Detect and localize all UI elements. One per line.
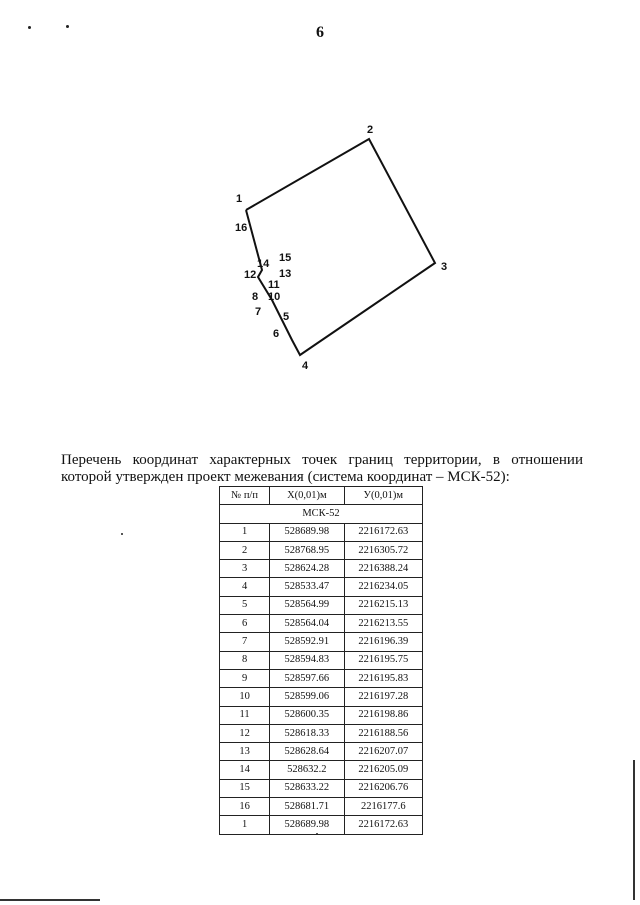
boundary-plan [0,0,640,420]
cell-y: 2216234.05 [344,578,422,596]
cell-number: 1 [220,816,270,834]
cell-number: 14 [220,761,270,779]
cell-y: 2216188.56 [344,724,422,742]
point-label-11: 11 [268,279,280,291]
cell-number: 7 [220,633,270,651]
cell-number: 9 [220,669,270,687]
page-number: 6 [316,24,324,41]
table-row [220,669,423,687]
cell-y: 2216215.13 [344,596,422,614]
cell-y: 2216205.09 [344,761,422,779]
cell-x: 528633.22 [270,779,344,797]
cell-y: 2216198.86 [344,706,422,724]
cell-y: 2216172.63 [344,816,422,834]
cell-x: 528564.99 [270,596,344,614]
cell-y: 2216195.75 [344,651,422,669]
coordinate-system: МСК-52 [220,505,423,523]
table-row [220,615,423,633]
cell-x: 528594.83 [270,651,344,669]
table-row [220,798,423,816]
table-row [220,541,423,559]
cell-number: 4 [220,578,270,596]
table-row [220,560,423,578]
table-row [220,523,423,541]
cell-number: 8 [220,651,270,669]
cell-y: 2216207.07 [344,743,422,761]
point-label-15: 15 [279,252,292,264]
scan-speck [121,533,123,535]
table-row [220,688,423,706]
table-header-row [220,487,423,505]
cell-number: 12 [220,724,270,742]
point-label-8: 8 [252,291,259,303]
cell-y: 2216206.76 [344,779,422,797]
cell-x: 528689.98 [270,523,344,541]
cell-x: 528624.28 [270,560,344,578]
cell-number: 3 [220,560,270,578]
cell-number: 2 [220,541,270,559]
point-label-4: 4 [302,360,309,372]
cell-x: 528564.04 [270,615,344,633]
point-label-7: 7 [255,306,262,318]
cell-number: 5 [220,596,270,614]
cell-number: 10 [220,688,270,706]
scan-edge-line [0,899,100,901]
cell-y: 2216172.63 [344,523,422,541]
cell-y: 2216196.39 [344,633,422,651]
table-row [220,596,423,614]
header-x: X(0,01)м [270,487,344,505]
point-label-1: 1 [236,193,243,205]
point-label-10: 10 [268,291,281,303]
cell-y: 2216388.24 [344,560,422,578]
cell-x: 528628.64 [270,743,344,761]
table-row [220,779,423,797]
cell-y: 2216195.83 [344,669,422,687]
point-label-3: 3 [441,261,448,273]
point-label-2: 2 [367,124,374,136]
scan-edge-line [633,760,635,900]
cell-y: 2216177.6 [344,798,422,816]
cell-x: 528618.33 [270,724,344,742]
point-label-12: 12 [244,269,257,281]
cell-x: 528632.2 [270,761,344,779]
cell-y: 2216305.72 [344,541,422,559]
coordinates-table [219,486,423,835]
table-row [220,633,423,651]
point-label-6: 6 [273,328,280,340]
cell-number: 1 [220,523,270,541]
cell-x: 528689.98 [270,816,344,834]
cell-x: 528599.06 [270,688,344,706]
cell-x: 528533.47 [270,578,344,596]
table-row [220,816,423,834]
cell-number: 16 [220,798,270,816]
cell-x: 528597.66 [270,669,344,687]
cell-x: 528681.71 [270,798,344,816]
table-row [220,743,423,761]
table-row [220,578,423,596]
cell-number: 6 [220,615,270,633]
point-label-5: 5 [283,311,290,323]
table-row [220,761,423,779]
caption: Перечень координат характерных точек границ территории, в отношении которой утвержден проект межевания (система координат – МСК-52): [61,452,583,485]
cell-x: 528592.91 [270,633,344,651]
cell-x: 528600.35 [270,706,344,724]
boundary-polygon [246,139,435,355]
table-system-row [220,505,423,523]
table-row [220,651,423,669]
point-label-13: 13 [279,268,292,280]
cell-number: 13 [220,743,270,761]
point-labels [235,124,447,372]
cell-x: 528768.95 [270,541,344,559]
cell-y: 2216213.55 [344,615,422,633]
cell-number: 11 [220,706,270,724]
point-label-16: 16 [235,222,248,234]
header-number: № п/п [220,487,270,505]
table-row [220,706,423,724]
header-y: У(0,01)м [344,487,422,505]
boundary-line [246,139,435,355]
cell-number: 15 [220,779,270,797]
table-row [220,724,423,742]
point-label-14: 14 [257,258,270,270]
cell-y: 2216197.28 [344,688,422,706]
